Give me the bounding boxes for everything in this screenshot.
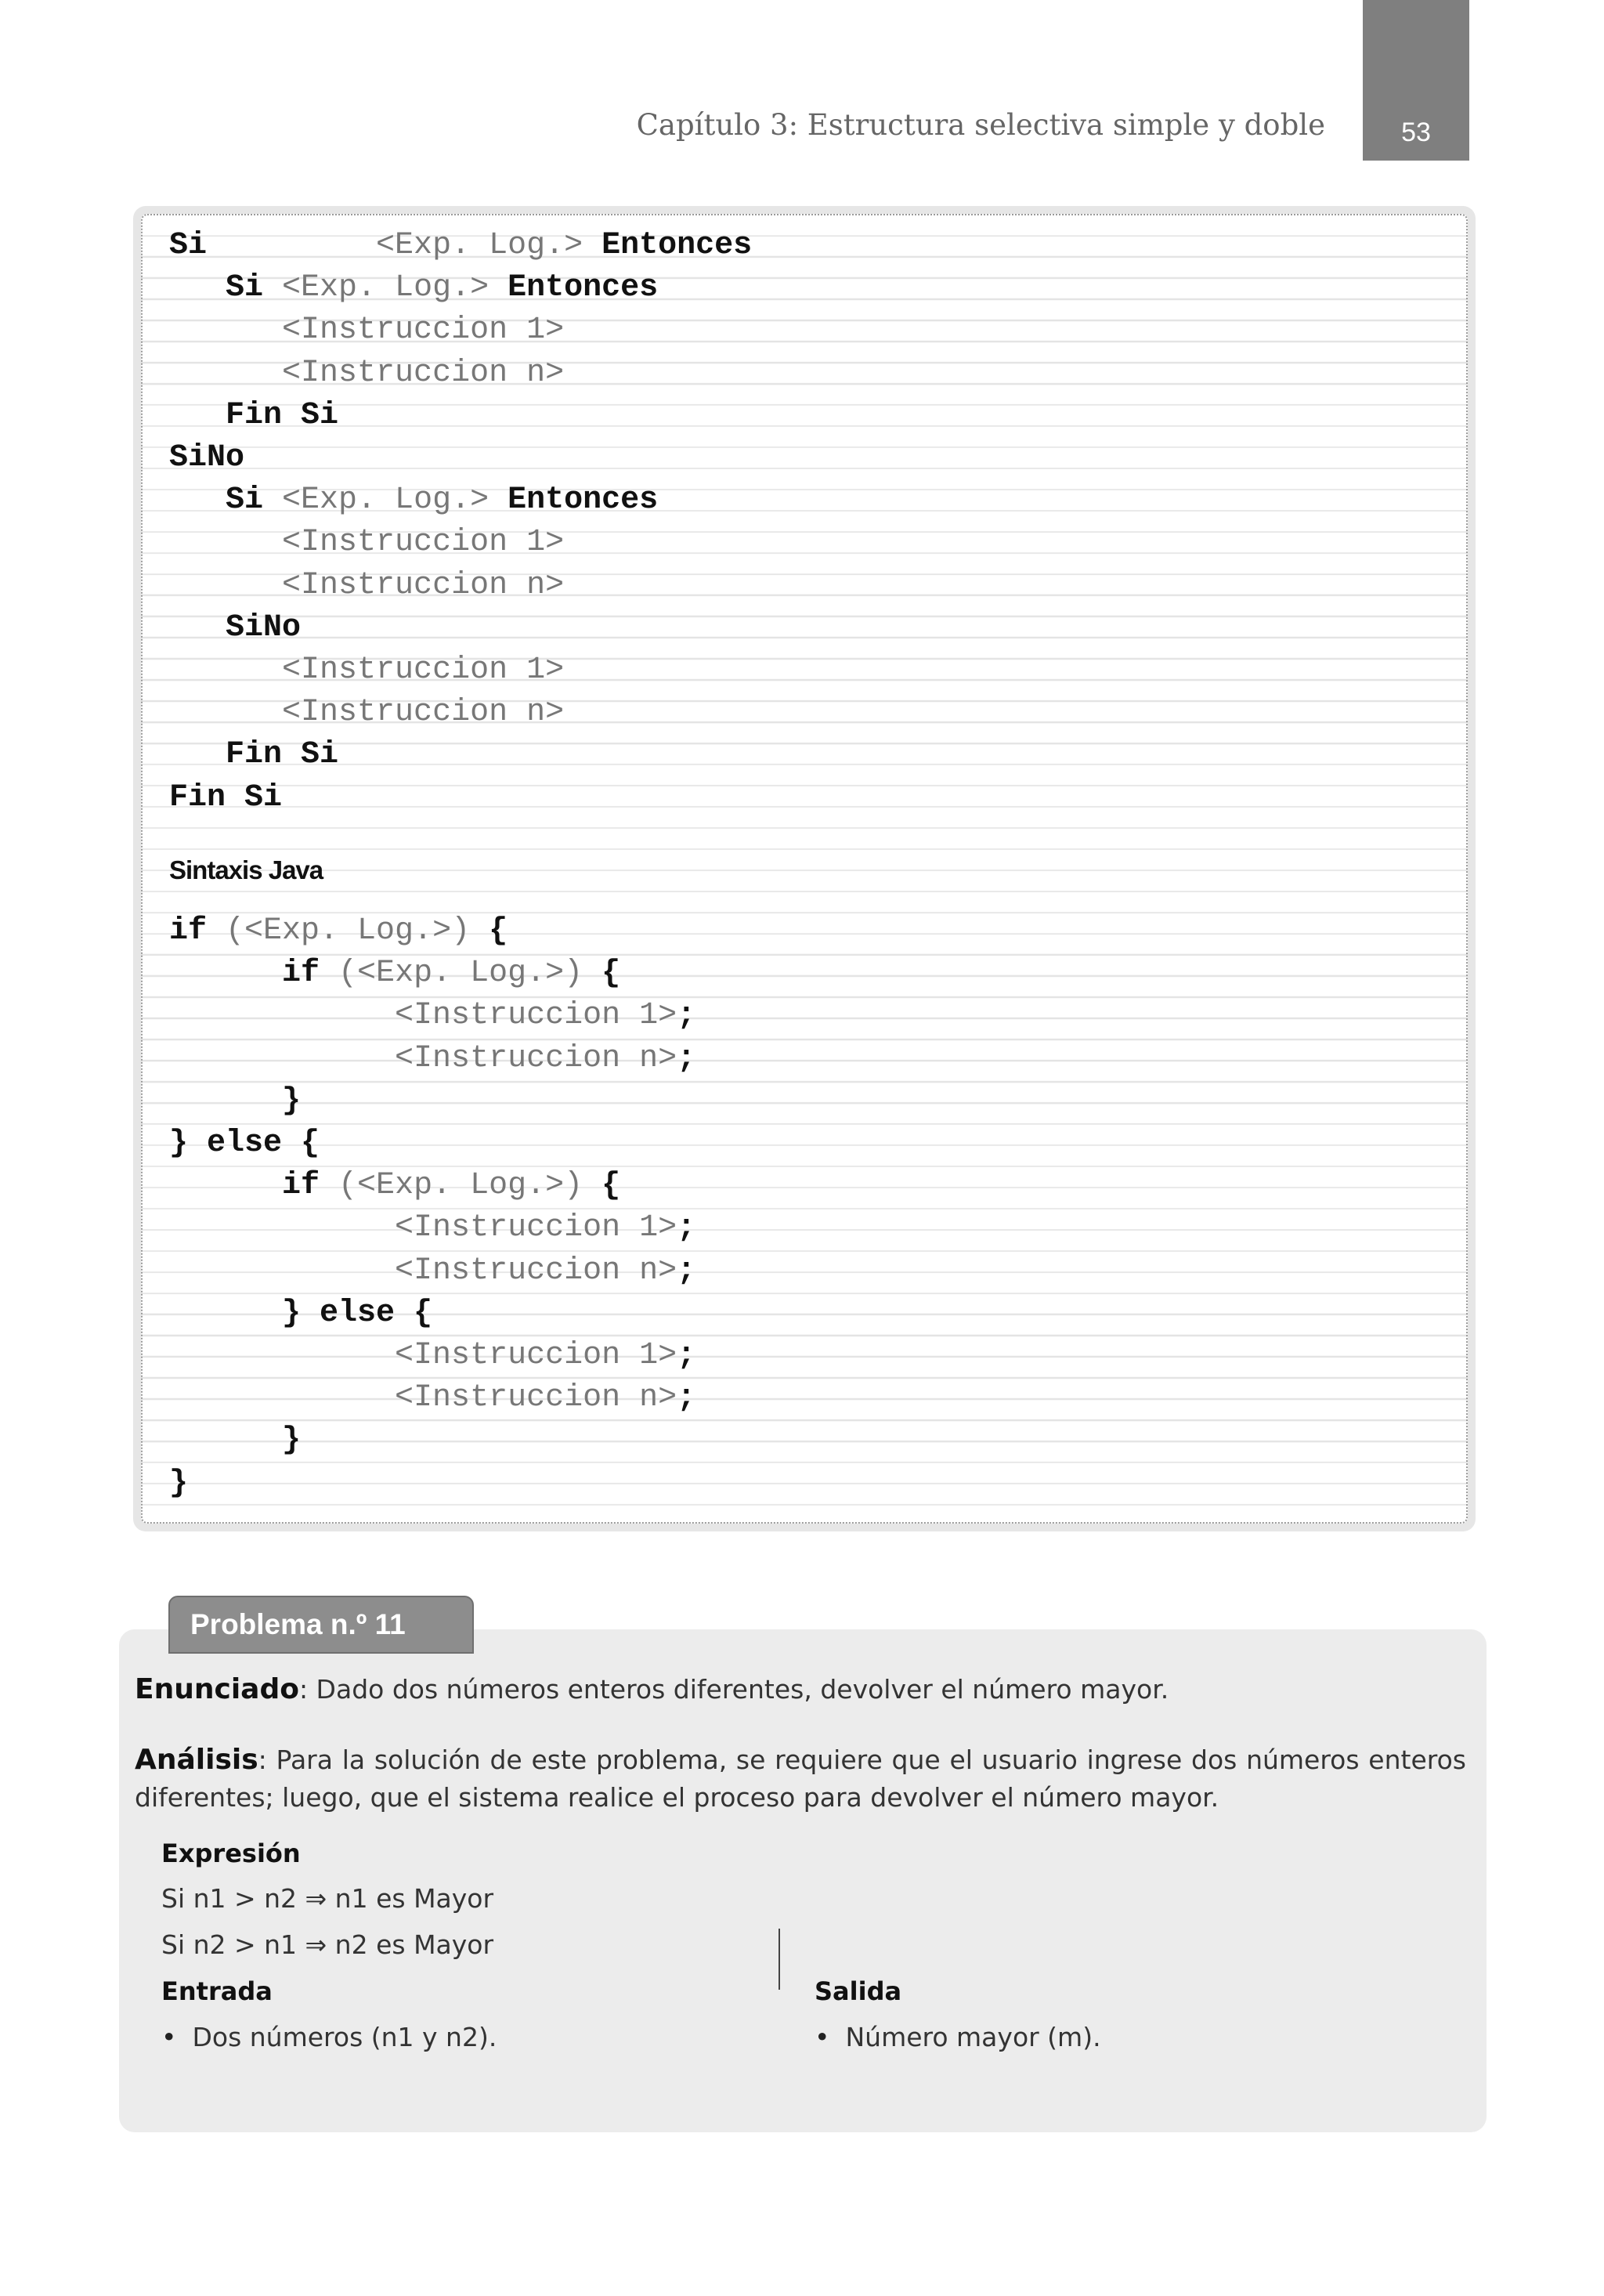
code-kw1: if	[282, 1168, 320, 1204]
code-line	[169, 1166, 620, 1206]
code-mid: <Instruccion n>	[282, 695, 565, 731]
java-syntax-heading: Sintaxis Java	[169, 855, 323, 884]
problem-tab	[168, 1596, 474, 1654]
expresion-heading: Expresión	[161, 1839, 301, 1868]
code-indent	[169, 998, 395, 1033]
code-kw1: Si	[226, 270, 264, 306]
code-block	[141, 214, 1468, 1524]
entrada-item: • Dos números (n1 y n2).	[161, 2019, 497, 2056]
code-mid: (<Exp. Log.>)	[320, 1168, 602, 1204]
code-kw1: Fin Si	[169, 779, 283, 815]
code-indent	[169, 1296, 282, 1331]
code-line	[169, 1294, 432, 1333]
code-line	[169, 912, 508, 951]
code-indent	[169, 270, 226, 306]
analisis-label: Análisis	[135, 1744, 258, 1776]
code-line	[169, 226, 752, 266]
code-kw1: } else {	[282, 1295, 433, 1331]
code-kw1: }	[169, 1465, 189, 1501]
code-kw2: {	[602, 956, 621, 992]
code-indent	[169, 956, 282, 991]
code-line	[169, 996, 695, 1036]
code-kw2: ;	[677, 1210, 696, 1246]
code-kw1: Fin Si	[226, 397, 339, 433]
code-indent	[169, 1168, 282, 1203]
code-indent	[169, 568, 282, 603]
code-indent	[169, 1041, 395, 1076]
code-kw2: ;	[677, 1380, 696, 1416]
code-line	[169, 779, 282, 818]
code-indent	[169, 653, 282, 688]
code-line	[169, 396, 338, 436]
code-mid: <Instruccion 1>	[395, 998, 677, 1034]
code-mid: <Exp. Log.>	[263, 483, 508, 519]
code-kw2: ;	[677, 1040, 696, 1076]
expresion-line: Si n2 > n1 ⇒ n2 es Mayor	[161, 1929, 494, 1960]
code-line	[169, 651, 564, 690]
code-mid: <Instruccion 1>	[282, 525, 565, 561]
problem-panel	[119, 1629, 1487, 2132]
code-indent	[169, 313, 282, 348]
code-kw2: ;	[677, 1338, 696, 1373]
code-kw1: SiNo	[169, 440, 245, 475]
code-kw2: Entonces	[508, 483, 659, 519]
code-mid: <Instruccion n>	[395, 1253, 677, 1289]
code-kw1: Fin Si	[226, 737, 339, 773]
column-divider	[779, 1929, 780, 1990]
code-kw1: } else {	[169, 1126, 320, 1161]
code-line	[169, 523, 564, 562]
code-indent	[169, 1210, 395, 1246]
chapter-title: Capítulo 3: Estructura selectiva simple y doble	[636, 108, 1325, 142]
code-line	[169, 1040, 695, 1079]
page-number: 53	[1401, 118, 1431, 147]
code-mid: <Instruccion 1>	[395, 1338, 677, 1373]
code-line	[169, 954, 620, 993]
code-mid: <Instruccion 1>	[282, 313, 565, 349]
code-indent	[169, 1423, 282, 1458]
code-indent	[169, 1083, 282, 1119]
code-indent	[169, 356, 282, 391]
code-panel	[133, 206, 1476, 1531]
code-kw1: }	[282, 1423, 302, 1459]
code-mid: <Instruccion n>	[395, 1040, 677, 1076]
code-indent	[169, 610, 226, 645]
code-line	[169, 693, 564, 732]
entrada-heading: Entrada	[161, 1976, 273, 2006]
code-line	[169, 736, 338, 775]
code-mid: <Instruccion n>	[282, 355, 565, 391]
salida-heading: Salida	[815, 1976, 902, 2006]
analisis-text: : Para la solución de este problema, se requiere que el usuario ingrese dos números enteros diferentes; luego, que el sistema realice el proceso para devolver el número mayor.	[135, 1745, 1466, 1813]
enunciado-text: : Dado dos números enteros diferentes, devolver el número mayor.	[298, 1674, 1169, 1705]
code-indent	[169, 398, 226, 433]
code-mid: (<Exp. Log.>)	[320, 956, 602, 992]
code-line	[169, 1252, 695, 1291]
analisis-paragraph	[135, 1741, 1466, 1817]
code-line	[169, 354, 564, 393]
code-indent	[169, 1253, 395, 1289]
code-kw2: Entonces	[508, 270, 659, 306]
code-mid: <Instruccion 1>	[395, 1210, 677, 1246]
code-line	[169, 311, 564, 350]
code-line	[169, 1082, 301, 1121]
code-kw1: if	[282, 956, 320, 992]
code-mid: <Instruccion n>	[282, 567, 565, 603]
enunciado-label: Enunciado	[135, 1673, 299, 1705]
code-kw1: Si	[169, 228, 208, 263]
code-line	[169, 1421, 301, 1460]
code-indent	[169, 1380, 395, 1416]
code-mid: <Instruccion n>	[395, 1380, 677, 1416]
code-indent	[169, 525, 282, 560]
code-line	[169, 609, 301, 648]
code-line	[169, 1464, 188, 1503]
code-kw2: Entonces	[602, 228, 753, 263]
code-kw1: SiNo	[226, 609, 302, 645]
code-indent	[169, 695, 282, 730]
code-indent	[169, 737, 226, 772]
code-kw2: ;	[677, 1253, 696, 1289]
code-kw2: {	[489, 913, 508, 949]
code-kw1: if	[169, 913, 208, 949]
code-kw2: {	[602, 1168, 621, 1204]
code-mid: <Exp. Log.>	[207, 228, 602, 263]
code-kw1: }	[282, 1083, 302, 1119]
code-line	[169, 1336, 695, 1376]
problem-title: Problema n.º 11	[190, 1608, 406, 1640]
code-line	[169, 269, 658, 308]
code-mid: <Exp. Log.>	[263, 270, 508, 306]
code-line	[169, 1379, 695, 1418]
code-kw2: ;	[677, 998, 696, 1034]
code-line	[169, 481, 658, 520]
salida-item: • Número mayor (m).	[815, 2019, 1101, 2056]
code-line	[169, 566, 564, 606]
code-line	[169, 439, 244, 478]
expresion-line: Si n1 > n2 ⇒ n1 es Mayor	[161, 1883, 494, 1914]
code-line	[169, 1124, 320, 1163]
code-line	[169, 1209, 695, 1248]
code-mid: (<Exp. Log.>)	[207, 913, 490, 949]
enunciado-paragraph	[135, 1671, 1169, 1708]
code-mid: <Instruccion 1>	[282, 653, 565, 688]
code-indent	[169, 1338, 395, 1373]
code-indent	[169, 483, 226, 518]
code-kw1: Si	[226, 483, 264, 519]
page-number-tab	[1363, 0, 1469, 161]
